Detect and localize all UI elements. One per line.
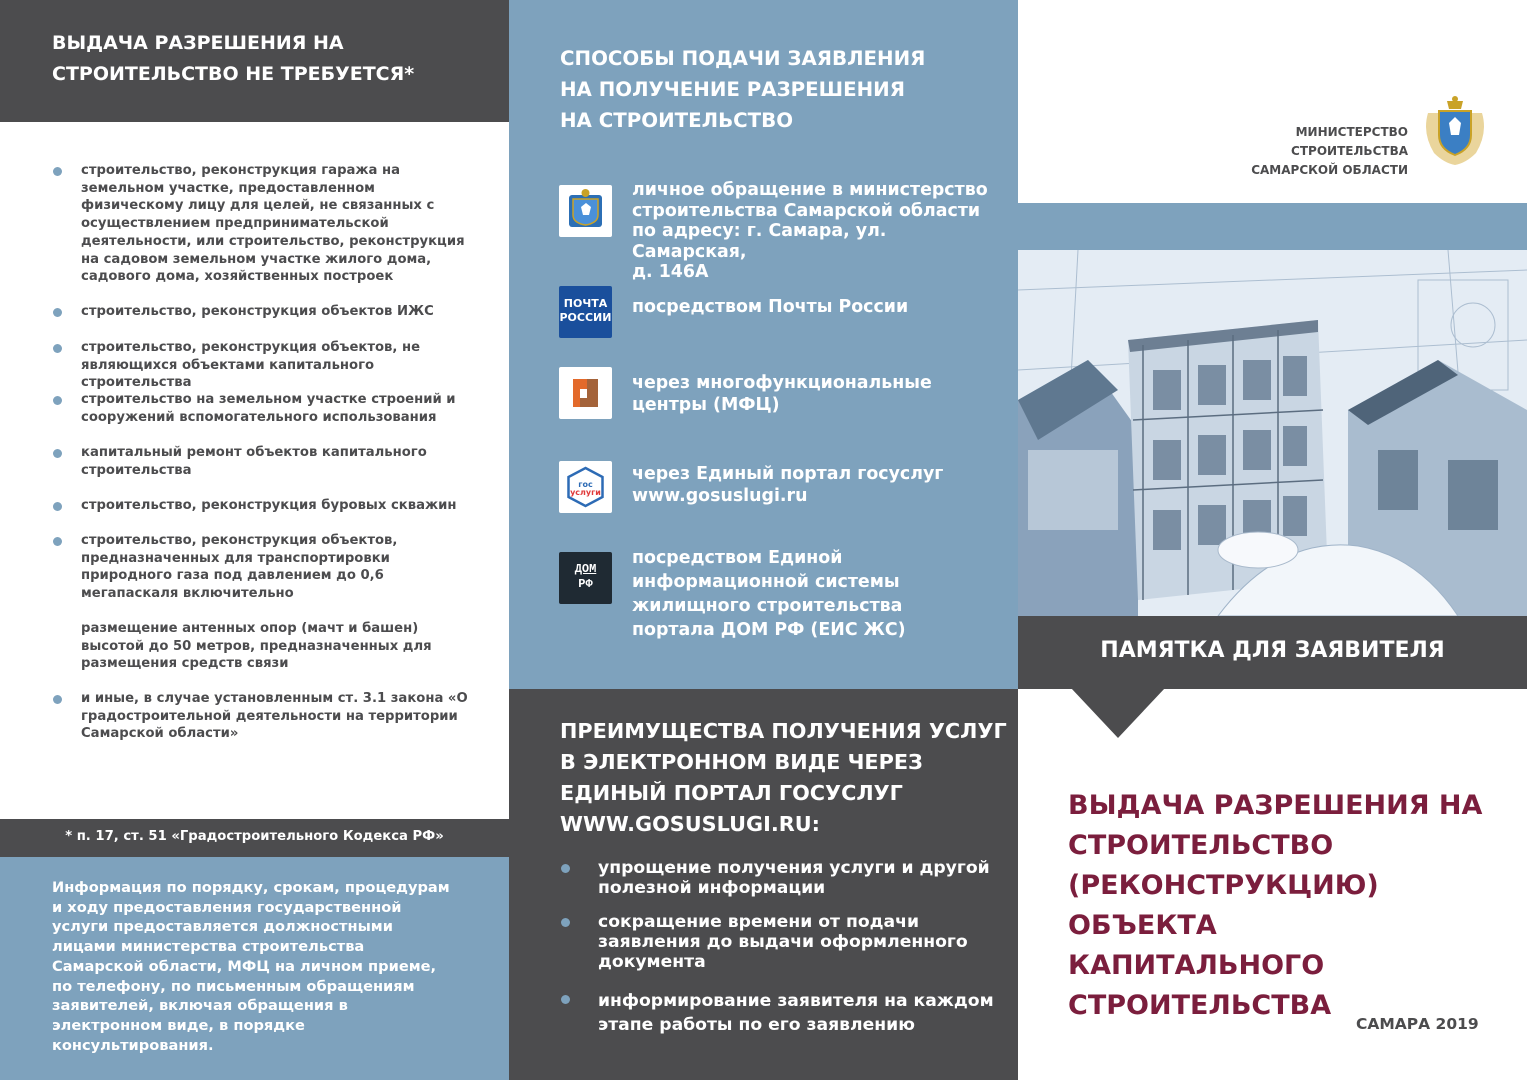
methods-heading: СПОСОБЫ ПОДАЧИ ЗАЯВЛЕНИЯ НА ПОЛУЧЕНИЕ РАЗРЕШЕНИЯ НА СТРОИТЕЛЬСТВО xyxy=(560,47,926,132)
bullet-dot xyxy=(561,918,570,927)
building-photo xyxy=(1018,250,1527,616)
memo-bar xyxy=(1018,616,1527,689)
bullet-dot xyxy=(561,995,570,1004)
method-label: посредством Почты России xyxy=(632,297,909,317)
right-panel xyxy=(1018,0,1527,1080)
middle-panel xyxy=(509,0,1018,1080)
footnote-bar xyxy=(0,819,509,857)
bullet-dot xyxy=(53,695,62,704)
blue-strip xyxy=(1018,203,1527,250)
bullet-dot xyxy=(53,344,62,353)
bullet-dot xyxy=(53,167,62,176)
method-label: посредством Единой информационной системы жилищного строительства портала ДОМ РФ (ЕИС ЖС) xyxy=(632,548,906,640)
benefits-block: ПРЕИМУЩЕСТВА ПОЛУЧЕНИЯ УСЛУГ В ЭЛЕКТРОННОМ ВИДЕ ЧЕРЕЗ ЕДИНЫЙ ПОРТАЛ ГОСУСЛУГ WWW.GOSUSLUGI.RU: упрощение получения услуги и другой полезной информации сокращение времени от подачи заявления до выдачи оформленного документа информирование заявителя на каждом этапе работы по его заявлению xyxy=(509,689,1018,1080)
bullet-dot xyxy=(53,502,62,511)
memo-label: ПАМЯТКА ДЛЯ ЗАЯВИТЕЛЯ xyxy=(1100,638,1445,663)
left-heading: ВЫДАЧА РАЗРЕШЕНИЯ НА СТРОИТЕЛЬСТВО НЕ ТРЕБУЕТСЯ* xyxy=(52,32,415,85)
benefits-heading: ПРЕИМУЩЕСТВА ПОЛУЧЕНИЯ УСЛУГ В ЭЛЕКТРОННОМ ВИДЕ ЧЕРЕЗ ЕДИНЫЙ ПОРТАЛ ГОСУСЛУГ WWW.GOSUSLUGI.RU: xyxy=(560,719,1007,836)
down-arrow-icon xyxy=(1071,688,1165,738)
info-block xyxy=(0,857,509,1080)
russian-post-icon: ПОЧТА РОССИИ xyxy=(559,286,612,338)
coat-of-arms-icon xyxy=(559,185,612,237)
gosuslugi-icon xyxy=(559,461,612,513)
bullet-dot xyxy=(53,396,62,405)
dom-rf-icon: ДОМ РФ xyxy=(559,552,612,604)
bullet-dot xyxy=(561,864,570,873)
method-label: через Единый портал госуслуг www.gosuslugi.ru xyxy=(632,464,944,506)
bullet-dot xyxy=(53,537,62,546)
method-label: через многофункциональные центры (МФЦ) xyxy=(632,373,932,415)
left-panel: ВЫДАЧА РАЗРЕШЕНИЯ НА СТРОИТЕЛЬСТВО НЕ ТРЕБУЕТСЯ* строительство, реконструкция гаража на земельном участке, предоставленном физическому лицу для целей, не связанных с осуществлением предпринимательской деятельности, или строительство, реконструкция на садовом земельном участке жилого дома, садового дома, хозяйственных построек строительство, реконструкция объектов ИЖС строительство, реконструкция объектов, не являющихся объектами капитального строительства строительство на земельном участке строений и сооружений вспомогательного использования капитальный ремонт объектов капитального строительства строительство, реконструкция буровых скважин строительство, реконструкция объектов, предназначенных для транспортировки природного газа под давлением до 0,6 мегапаскаля включительно размещение антенных опор (мачт и башен) высотой до 50 метров, предназначенных для размещения средств связи и иные, в случае установленным ст. 3.1 закона «О градостроительной деятельности на территории Самарской области» * п. 17, ст. 51 «Градостроительного Кодекса РФ» Информация по порядку, срокам, процедурам и ходу предоставления государственной услуги предоставляется должностными лицами министерства строительства Самарской области, МФЦ на личном приеме, по телефону, по письменным обращениям заявителей, включая обращения в электронном виде, в порядке консультирования. xyxy=(0,0,509,1080)
footnote: * п. 17, ст. 51 «Градостроительного Кодекса РФ» xyxy=(65,829,444,844)
bullet-dot xyxy=(53,449,62,458)
method-label: личное обращение в министерство строительства Самарской области по адресу: г. Самара, ул. Самарская, д. 146А xyxy=(632,180,988,282)
brochure-title: ВЫДАЧА РАЗРЕШЕНИЯ НА СТРОИТЕЛЬСТВО (РЕКОНСТРУКЦИЮ) ОБЪЕКТА КАПИТАЛЬНОГО СТРОИТЕЛЬСТВА xyxy=(1068,790,1483,1021)
left-heading-bar xyxy=(0,0,509,122)
ministry-name: МИНИСТЕРСТВО СТРОИТЕЛЬСТВА САМАРСКОЙ ОБЛАСТИ xyxy=(1251,125,1408,177)
mfc-icon xyxy=(559,367,612,419)
coat-of-arms-icon xyxy=(1420,93,1490,167)
city-year: САМАРА 2019 xyxy=(1356,1015,1479,1033)
svg-text:услуги: услуги xyxy=(570,488,601,497)
svg-text:гос: гос xyxy=(578,480,593,489)
bullet-dot xyxy=(53,308,62,317)
info-text: Информация по порядку, срокам, процедурам и ходу предоставления государственной услуги предоставляется должностными лицами министерства строительства Самарской области, МФЦ на личном приеме, по телефону, по письменным обращениям заявителей, включая обращения в электронном виде, в порядке консультирования. xyxy=(52,879,450,1054)
